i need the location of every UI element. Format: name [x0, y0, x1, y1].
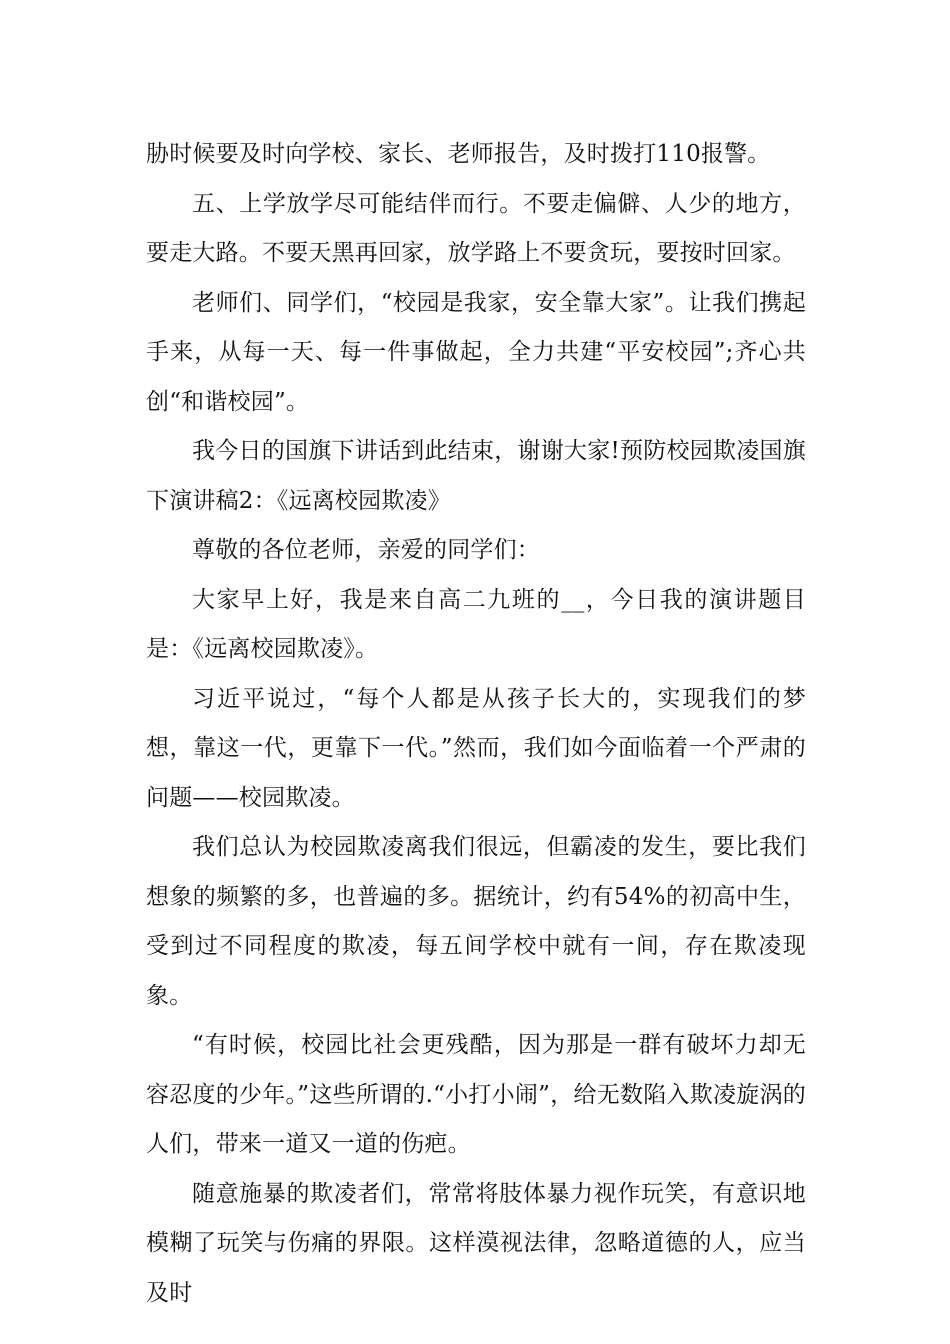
paragraph-continuation: 胁时候要及时向学校、家长、老师报告，及时拨打110报警。 [146, 141, 771, 167]
paragraph: 随意施暴的欺凌者们，常常将肢体暴力视作玩笑，有意识地模糊了玩笑与伤痛的界限。这样漠视法律，忽略道德的人，应当及时 [146, 1180, 806, 1306]
paragraph: 大家早上好，我是来自高二九班的__，今日我的演讲题目是：《远离校园欺凌》。 [146, 586, 806, 662]
paragraph: 我今日的国旗下讲话到此结束，谢谢大家!预防校园欺凌国旗下演讲稿2：《远离校园欺凌》 [146, 438, 806, 514]
paragraph: 五、上学放学尽可能结伴而行。不要走偏僻、人少的地方，要走大路。不要天黑再回家，放学路上不要贪玩，要按时回家。 [146, 190, 806, 266]
paragraph: 老师们、同学们，“校园是我家，安全靠大家”。让我们携起手来，从每一天、每一件事做起，全力共建“平安校园”;齐心共创“和谐校园”。 [146, 289, 806, 415]
paragraph: “有时候，校园比社会更残酷，因为那是一群有破坏力却无容忍度的少年。”这些所谓的.“小打小闹”，给无数陷入欺凌旋涡的人们，带来一道又一道的伤疤。 [146, 1032, 806, 1157]
paragraph: 习近平说过，“每个人都是从孩子长大的，实现我们的梦想，靠这一代，更靠下一代。”然而，我们如今面临着一个严肃的问题——校园欺凌。 [146, 685, 806, 811]
paragraph: 我们总认为校园欺凌离我们很远，但霸凌的发生，要比我们想象的频繁的多，也普遍的多。据统计，约有54%的初高中生，受到过不同程度的欺凌，每五间学校中就有一间，存在欺凌现象。 [146, 834, 806, 1009]
document-body [146, 130, 806, 1318]
salutation: 尊敬的各位老师，亲爱的同学们： [192, 537, 540, 563]
